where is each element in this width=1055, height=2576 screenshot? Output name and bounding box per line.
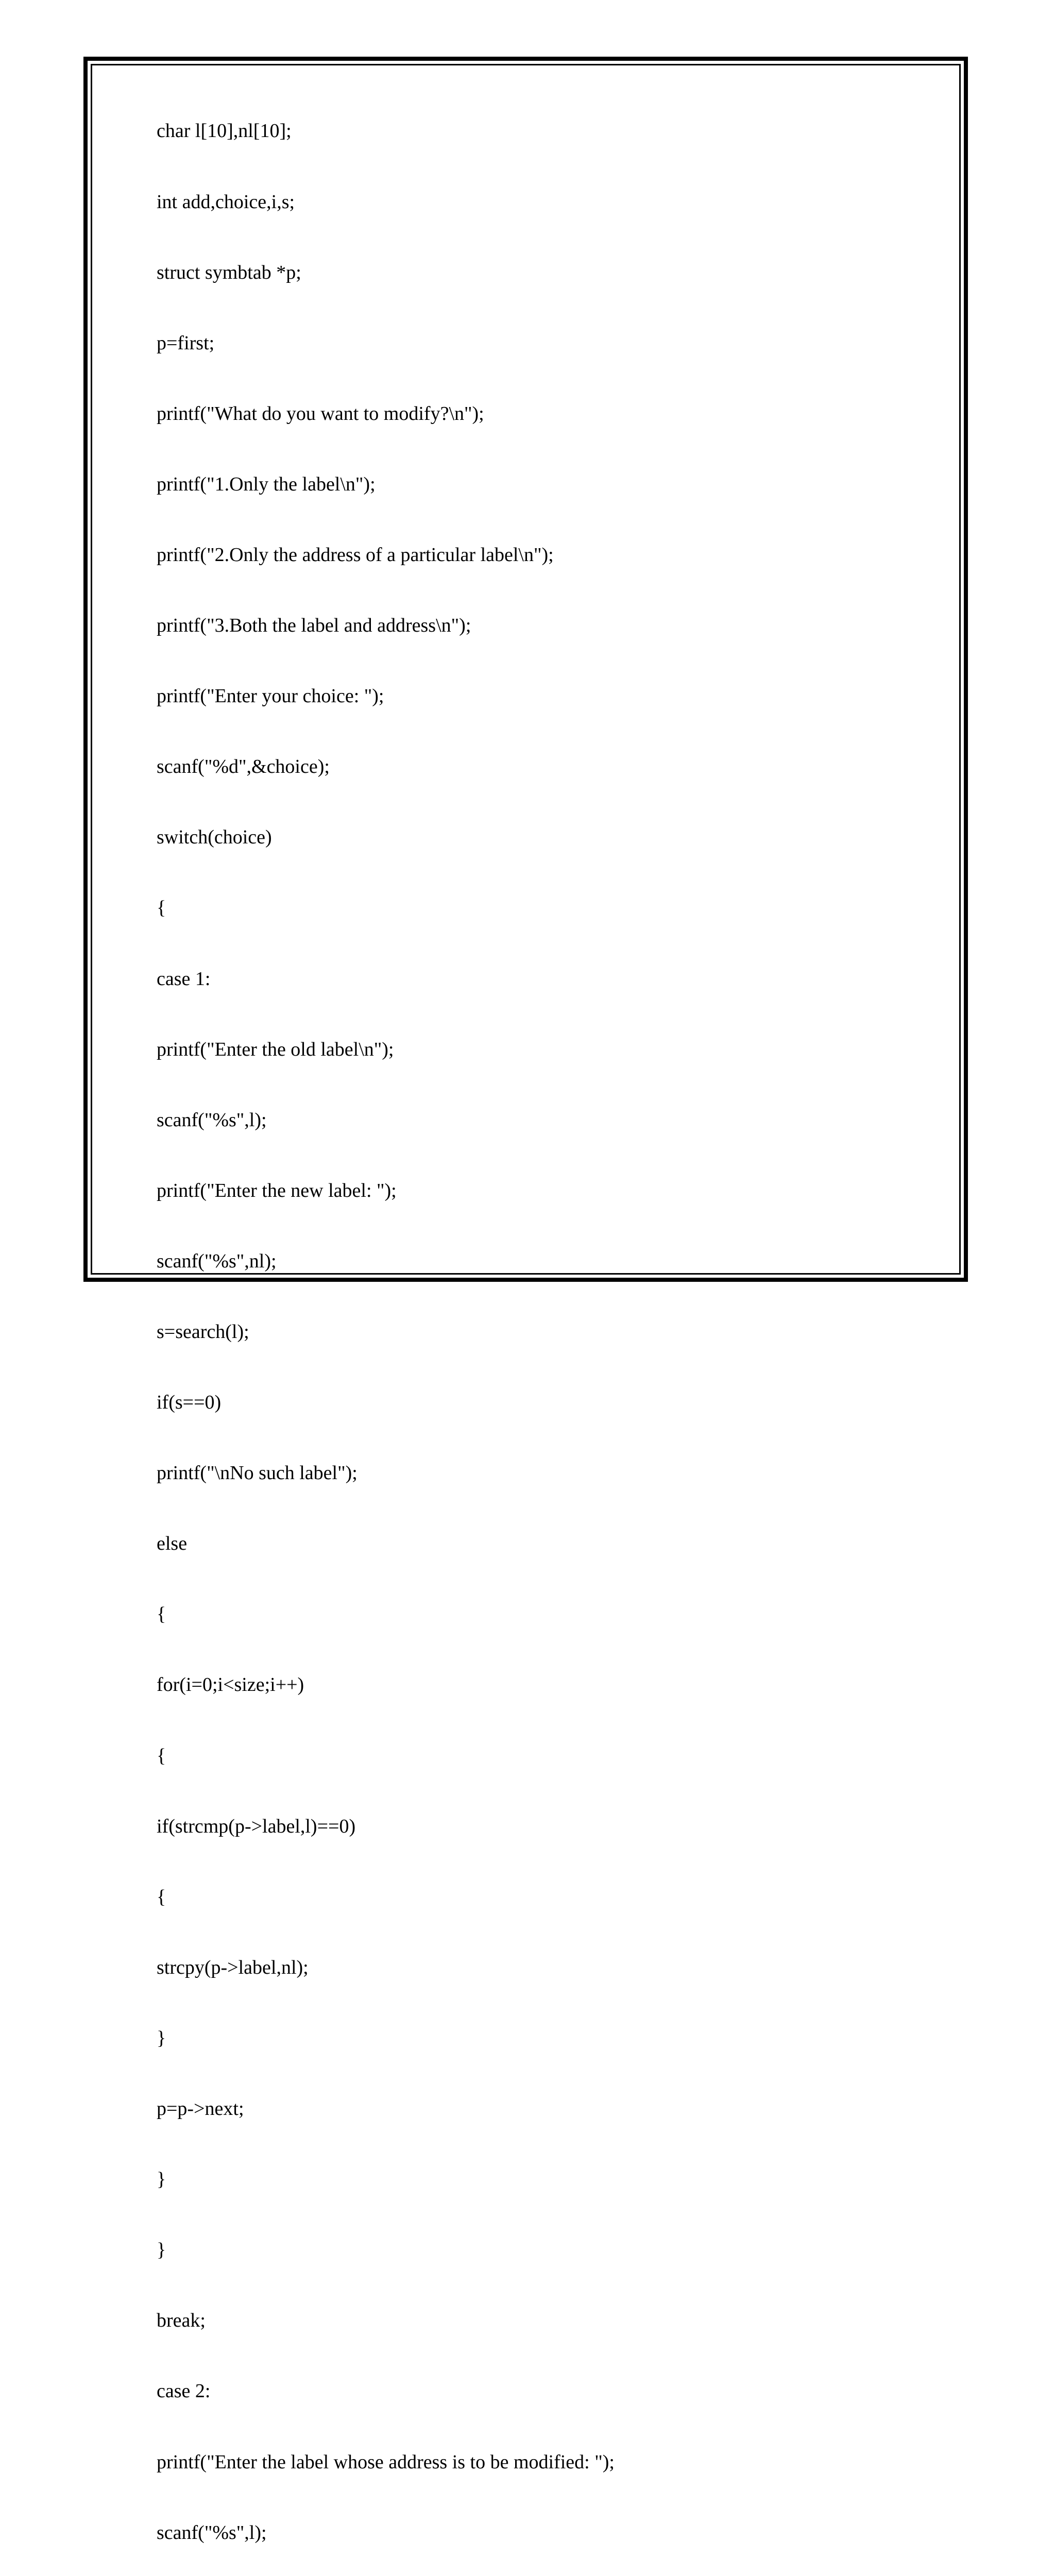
code-line: char l[10],nl[10]; — [157, 120, 292, 142]
code-line: if(s==0) — [157, 1392, 222, 1414]
code-line: printf("Enter your choice: "); — [157, 685, 384, 707]
code-line: if(strcmp(p->label,l)==0) — [157, 1815, 356, 1837]
code-line: printf("\nNo such label"); — [157, 1462, 358, 1484]
code-line: break; — [157, 2310, 206, 2332]
code-line: printf("Enter the label whose address is to be modified: "); — [157, 2451, 615, 2473]
code-line: printf("Enter the new label: "); — [157, 1179, 397, 1201]
code-line: scanf("%d",&choice); — [157, 756, 330, 778]
code-line: { — [157, 1744, 166, 1767]
code-line: printf("What do you want to modify?\n"); — [157, 402, 484, 425]
code-line: case 1: — [157, 968, 211, 990]
code-line: p=first; — [157, 332, 215, 354]
code-listing — [157, 73, 615, 2576]
code-line: s=search(l); — [157, 1321, 249, 1343]
code-line: switch(choice) — [157, 826, 272, 849]
code-line: strcpy(p->label,nl); — [157, 1956, 309, 1978]
code-line: { — [157, 1886, 166, 1908]
code-line: scanf("%s",l); — [157, 1109, 267, 1131]
code-line: printf("Enter the old label\n"); — [157, 1038, 394, 1060]
code-line: p=p->next; — [157, 2098, 244, 2120]
code-line: scanf("%s",nl); — [157, 1250, 277, 1272]
code-line: case 2: — [157, 2380, 211, 2402]
code-line: printf("2.Only the address of a particular label\n"); — [157, 544, 554, 566]
code-line: } — [157, 2027, 166, 2049]
code-line: printf("1.Only the label\n"); — [157, 473, 376, 495]
code-line: } — [157, 2239, 166, 2261]
code-line: { — [157, 897, 166, 919]
code-line: for(i=0;i<size;i++) — [157, 1674, 304, 1696]
code-line: scanf("%s",l); — [157, 2521, 267, 2544]
code-line: printf("3.Both the label and address\n"); — [157, 615, 471, 637]
code-line: struct symbtab *p; — [157, 261, 301, 283]
code-line: else — [157, 1533, 188, 1555]
code-line: { — [157, 1603, 166, 1625]
code-line: int add,choice,i,s; — [157, 191, 295, 213]
code-line: } — [157, 2168, 166, 2191]
